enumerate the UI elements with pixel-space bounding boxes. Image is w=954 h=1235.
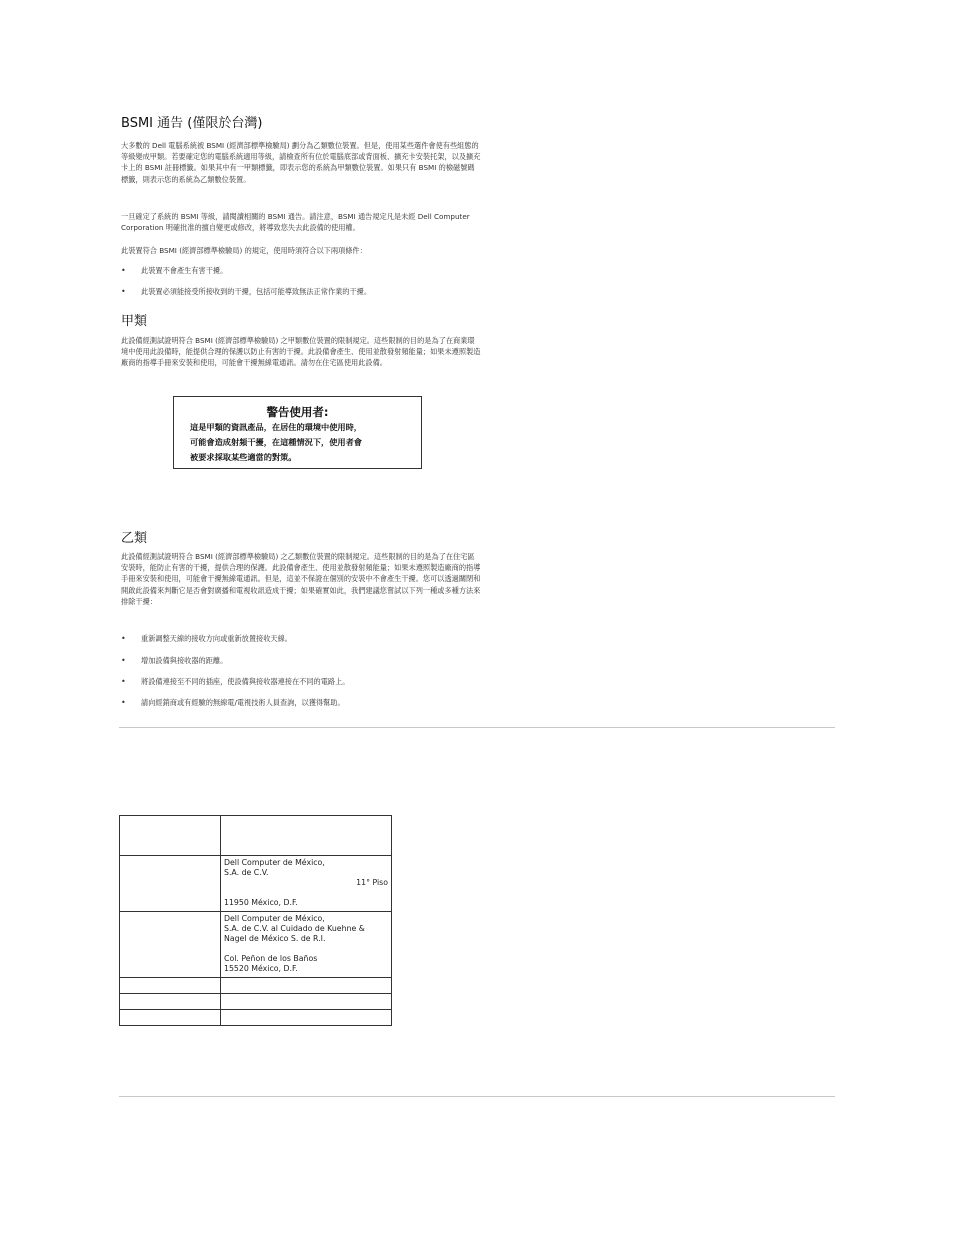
- table-cell: [221, 816, 392, 856]
- class-b-bullet: • 重新調整天線的接收方向或重新放置接收天線。: [121, 634, 292, 643]
- table-cell: [221, 856, 392, 912]
- address-line: Col. Peñon de los Baños: [224, 954, 318, 963]
- table-row: [120, 978, 392, 994]
- table-row: [120, 856, 392, 912]
- table-cell: [120, 978, 221, 994]
- class-b-paragraph: 此設備經測試證明符合 BSMI (經濟部標準檢驗局) 之乙類數位裝置的限制規定。這些限制的目的是為了在住宅區安裝時，能防止有害的干擾，提供合理的保護。此設備會產生、使用並散發射頻能量；如果未遵照製造廠商的指導手冊來安裝和使用，可能會干擾無線電通訊。但是，這並不保證在個別的安裝中不會產生干擾。您可以透過關閉和開啟此設備來判斷它是否會對廣播和電視收訊造成干擾；如果確實如此，我們建議您嘗試以下列一種或多種方法來排除干擾：: [121, 552, 481, 606]
- divider: [119, 727, 835, 728]
- class-b-title: 乙類: [121, 531, 148, 546]
- bsmi-title: BSMI 通告 (僅限於台灣): [121, 116, 263, 131]
- table-cell: [221, 1010, 392, 1026]
- spacer: [224, 888, 388, 898]
- address-line: 15520 México, D.F.: [224, 964, 298, 973]
- table-cell: [221, 978, 392, 994]
- contact-table: [119, 815, 392, 1026]
- address-line: Dell Computer de México,: [224, 858, 325, 867]
- table-row: [120, 994, 392, 1010]
- warning-box: [173, 396, 422, 469]
- class-b-bullet: • 請向經銷商或有經驗的無線電/電視技術人員查詢，以獲得幫助。: [121, 698, 345, 707]
- table-row: [120, 816, 392, 856]
- class-a-title: 甲類: [121, 314, 148, 329]
- spacer: [224, 944, 388, 954]
- table-cell: [221, 912, 392, 978]
- bsmi-paragraph-1: 大多數的 Dell 電腦系統被 BSMI (經濟部標準檢驗局) 劃分為乙類數位裝置。但是，使用某些選件會使有些組態的等級變成甲類。若要確定您的電腦系統適用等級，請檢查所有位於電腦底部或背面板、擴充卡安裝托架，以及擴充卡上的 BSMI 註冊標籤。如果其中有一甲類標籤，即表示您的系統為甲類數位裝置。如果只有 BSMI 的檢磁號碼標籤，則表示您的系統為乙類數位裝置。: [121, 141, 481, 184]
- table-cell: [120, 856, 221, 912]
- bullet-icon: •: [121, 266, 126, 275]
- bullet-icon: •: [121, 698, 126, 707]
- warning-line: 被要求採取某些適當的對策。: [190, 452, 297, 462]
- bullet-icon: •: [121, 677, 126, 686]
- warning-line: 這是甲類的資訊產品，在居住的環境中使用時，: [190, 422, 362, 432]
- table-cell: [120, 816, 221, 856]
- address-line: 11° Piso: [356, 878, 388, 887]
- address-line: Nagel de México S. de R.I.: [224, 934, 326, 943]
- address-line: S.A. de C.V. al Cuidado de Kuehne &: [224, 924, 365, 933]
- bsmi-paragraph-3: 此裝置符合 BSMI (經濟部標準檢驗局) 的規定，使用時須符合以下兩項條件：: [121, 246, 367, 255]
- table-cell: [221, 994, 392, 1010]
- address-line: 11950 México, D.F.: [224, 898, 298, 907]
- table-cell: [120, 912, 221, 978]
- table-row: [120, 912, 392, 978]
- warning-line: 可能會造成射頻干擾，在這種情況下，使用者會: [190, 437, 362, 447]
- table-cell: [120, 994, 221, 1010]
- bsmi-bullet: • 此裝置必須能接受所接收到的干擾，包括可能導致無法正常作業的干擾。: [121, 287, 372, 296]
- bullet-icon: •: [121, 656, 126, 665]
- class-a-paragraph: 此設備經測試證明符合 BSMI (經濟部標準檢驗局) 之甲類數位裝置的限制規定。這些限制的目的是為了在商業環境中使用此設備時，能提供合理的保護以防止有害的干擾。此設備會產生、使用並散發射頻能量；如果未遵照製造廠商的指導手冊來安裝和使用，可能會干擾無線電通訊。請勿在住宅區使用此設備。: [121, 336, 481, 368]
- class-b-bullet: • 增加設備與接收器的距離。: [121, 656, 228, 665]
- warning-title: 警告使用者:: [266, 405, 329, 419]
- divider: [119, 1096, 835, 1097]
- table-row: [120, 1010, 392, 1026]
- class-b-bullet: • 將設備連接至不同的插座，使設備與接收器連接在不同的電路上。: [121, 677, 350, 686]
- address-line: S.A. de C.V.: [224, 868, 269, 877]
- bullet-icon: •: [121, 634, 126, 643]
- bullet-icon: •: [121, 287, 126, 296]
- bsmi-paragraph-2: 一旦確定了系統的 BSMI 等級，請閱讀相關的 BSMI 通告。請注意，BSMI 通告規定凡是未經 Dell Computer Corporation 明確批准的擅自變更或修改，將導致您失去此設備的使用權。: [121, 212, 470, 233]
- address-line: Dell Computer de México,: [224, 914, 325, 923]
- bsmi-bullet: • 此裝置不會產生有害干擾。: [121, 266, 228, 275]
- table-cell: [120, 1010, 221, 1026]
